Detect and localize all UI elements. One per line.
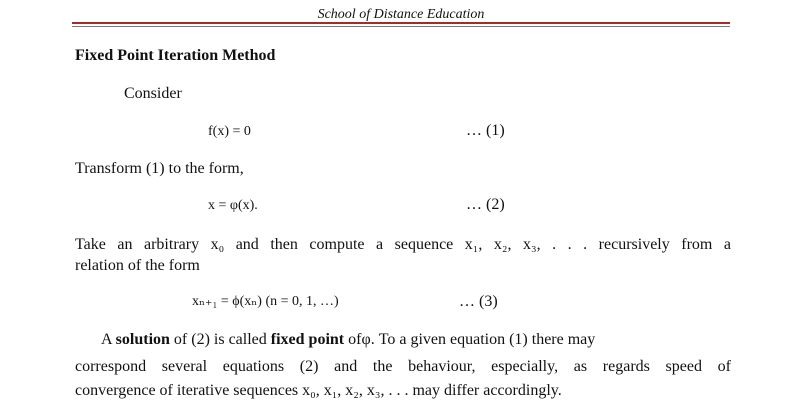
transform-text: Transform (1) to the form,	[75, 160, 244, 177]
paragraph-line-1	[101, 330, 595, 350]
equation-1: f(x) = 0	[208, 124, 251, 139]
term-solution: solution	[115, 331, 170, 348]
word-a: A	[101, 331, 112, 348]
header-rule-top	[72, 22, 730, 24]
equation-3-number: … (3)	[459, 293, 498, 310]
equation-2-number: … (2)	[466, 196, 505, 213]
page-header: School of Distance Education	[317, 7, 485, 22]
header-rule-bottom	[72, 26, 730, 27]
paragraph-line-2: correspond several equations (2) and the behaviour, especially, as regards speed of	[75, 358, 731, 375]
relation-text: relation of the form	[75, 257, 200, 274]
paragraph-line-1-tail: ofφ. To a given equation (1) there may	[344, 331, 596, 348]
consider-text: Consider	[124, 85, 182, 102]
section-heading: Fixed Point Iteration Method	[75, 47, 276, 64]
paragraph-line-3: convergence of iterative sequences x₀, x₁, x₂, x₃, . . . may differ accordingly.	[75, 382, 562, 399]
take-sentence: Take an arbitrary x₀ and then compute a sequence x₁, x₂, x₃, . . . recursively from a	[75, 236, 731, 253]
paragraph-line-1-mid: of (2) is called	[169, 331, 271, 348]
equation-1-number: … (1)	[466, 122, 505, 139]
equation-3: xₙ₊₁ = ϕ(xₙ) (n = 0, 1, …)	[192, 294, 339, 309]
term-fixed-point: fixed point	[270, 331, 345, 348]
equation-2: x = φ(x).	[208, 198, 258, 213]
